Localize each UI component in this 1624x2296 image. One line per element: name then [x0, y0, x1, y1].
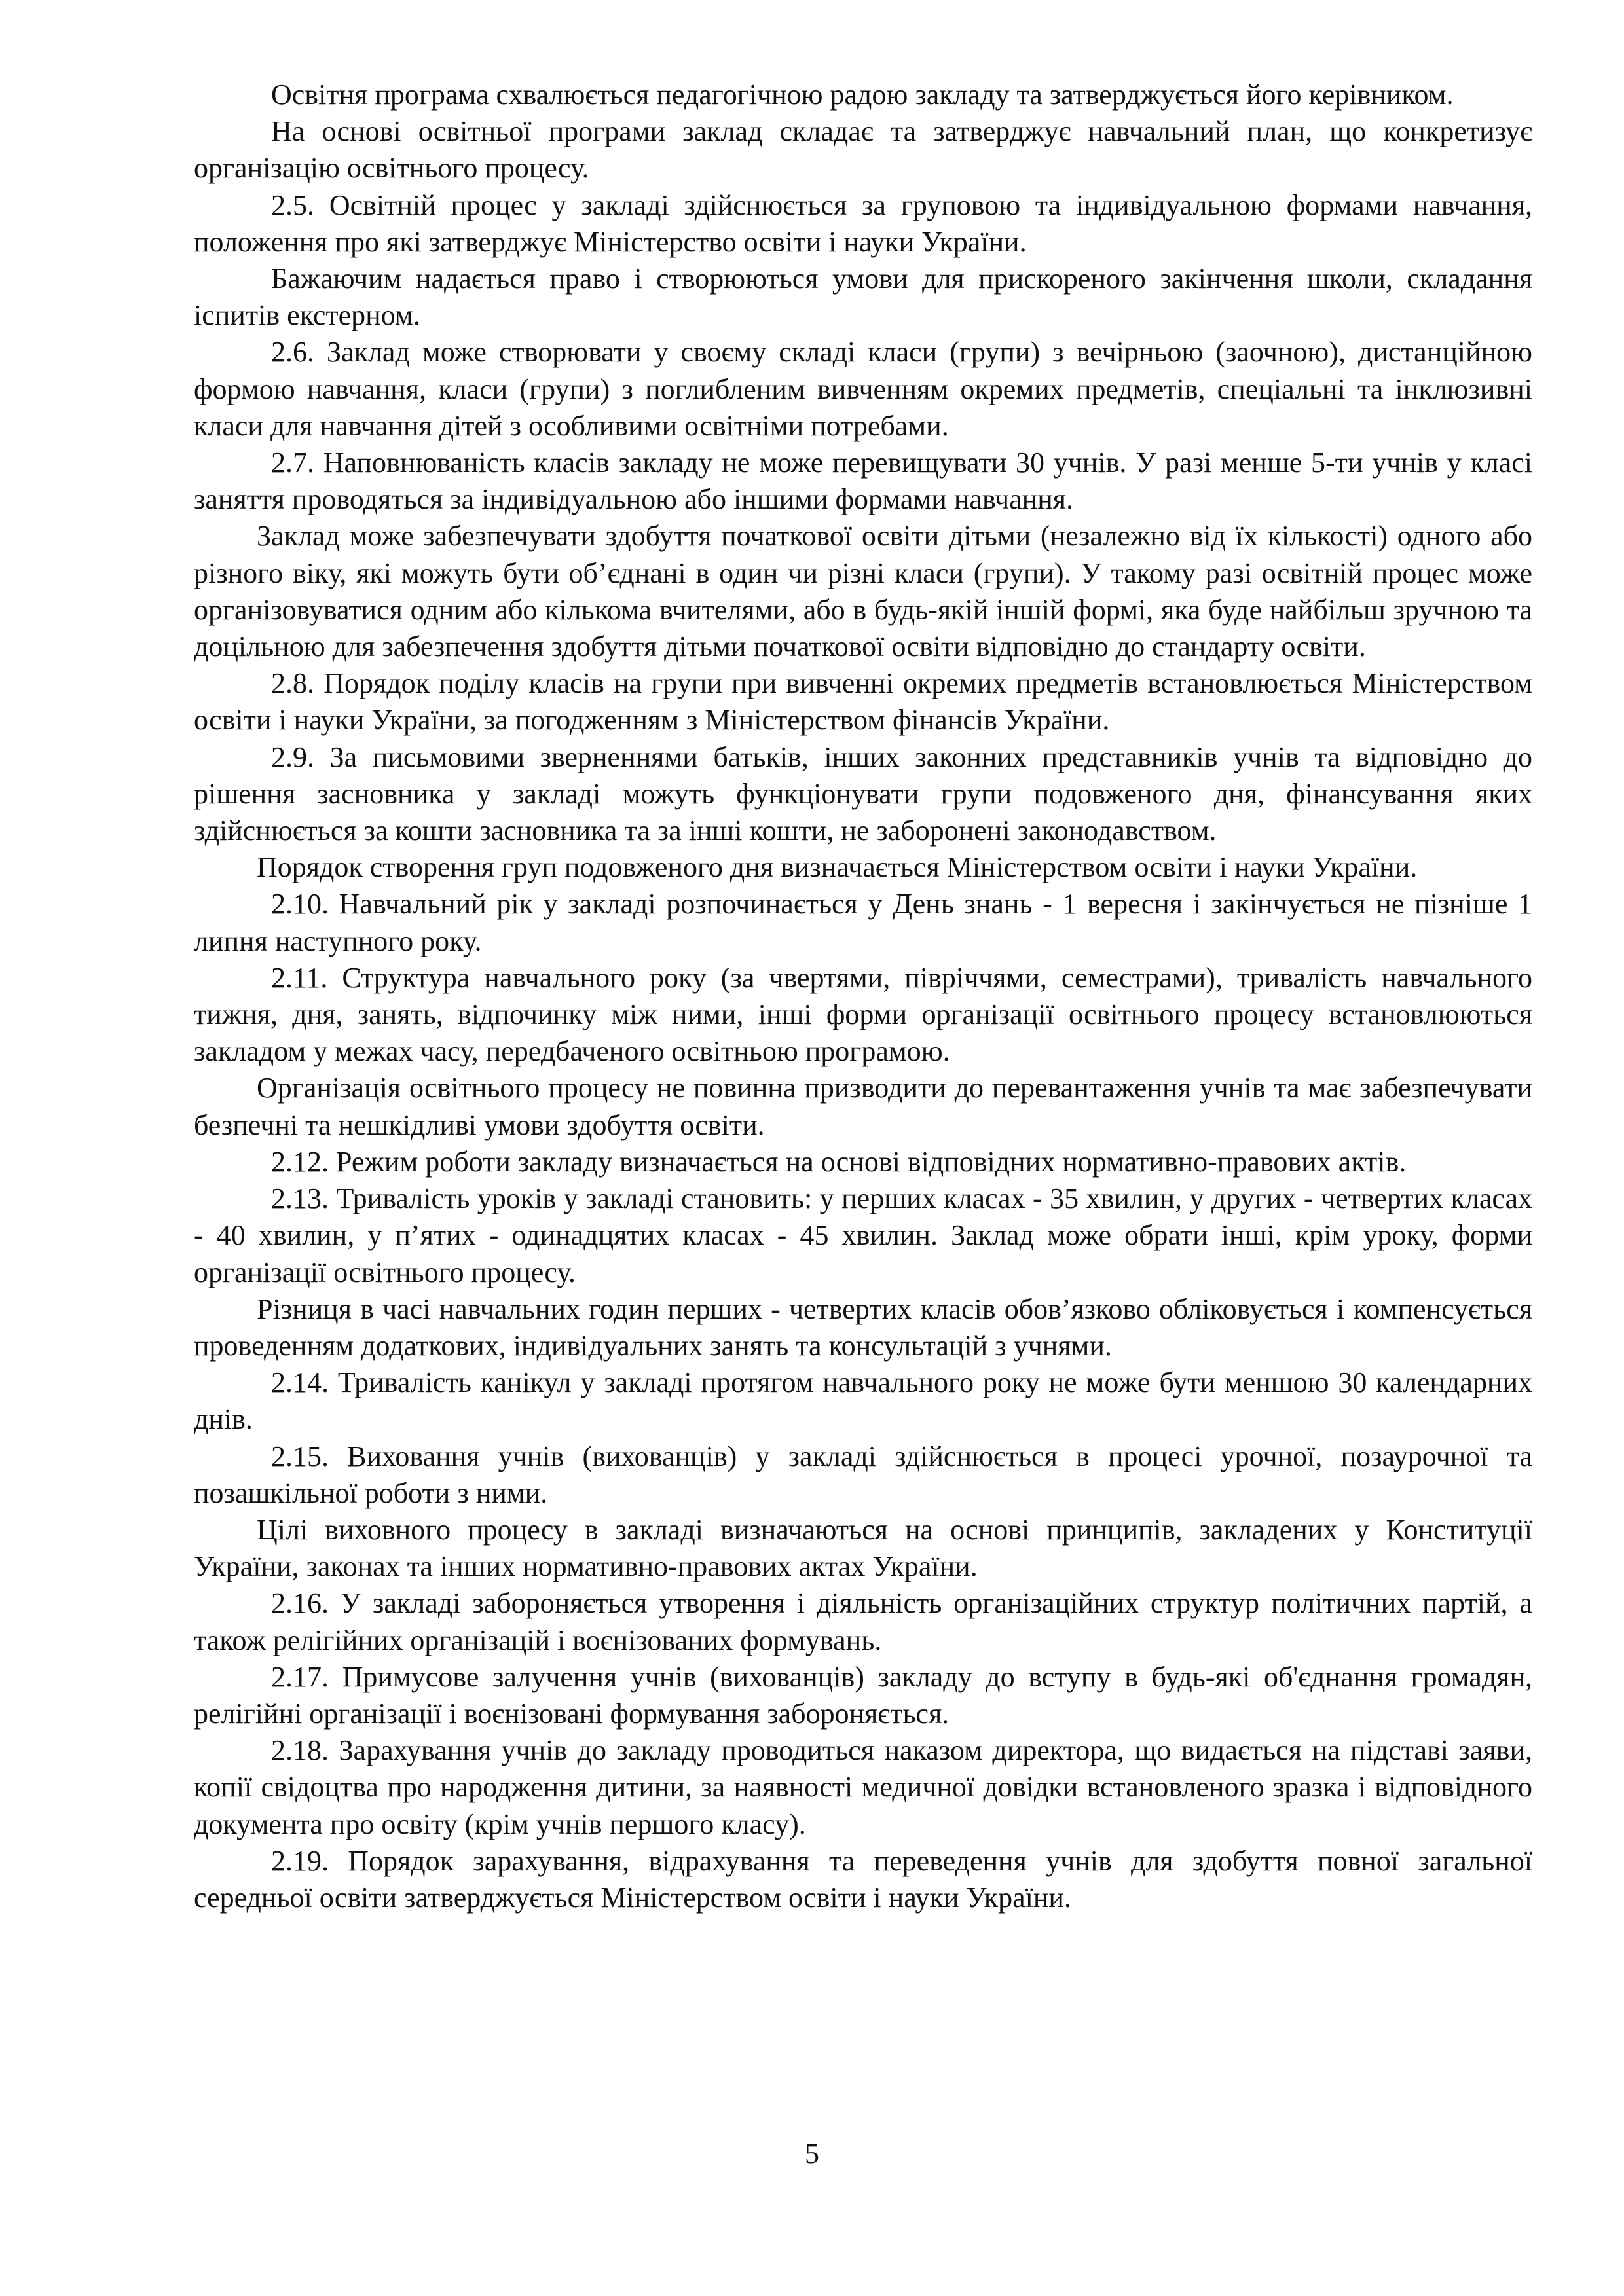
paragraph: 2.11. Структура навчального року (за чвертями, півріччями, семестрами), тривалість навчального тижня, дня, занять, відпочинку між ними, інші форми організації освітнього процесу встановлюються закладом у межах часу, передбаченого освітньою програмою. [194, 961, 1532, 1068]
paragraph: 2.13. Тривалість уроків у закладі становить: у перших класах - 35 хвилин, у других - четвертих класах - 40 хвилин, у п’ятих - одинадцятих класах - 45 хвилин. Заклад може обрати інші, крім уроку, форми організації освітнього процесу. [194, 1182, 1532, 1288]
document-body [194, 77, 1532, 1916]
paragraph: 2.14. Тривалість канікул у закладі протягом навчального року не може бути меншою 30 календарних днів. [194, 1366, 1532, 1436]
paragraph: Порядок створення груп подовженого дня визначається Міністерством освіти і науки України. [257, 851, 1418, 884]
paragraph: Освітня програма схвалюється педагогічною радою закладу та затверджується його керівником. [271, 79, 1454, 111]
paragraph: 2.17. Примусове залучення учнів (вихованців) закладу до вступу в будь-які об'єднання громадян, релігійні організації і воєнізовані формування забороняється. [194, 1660, 1532, 1730]
paragraph: 2.9. За письмовими зверненнями батьків, інших законних представників учнів та відповідно до рішення засновника у закладі можуть функціонувати групи подовженого дня, фінансування яких здійснюється за кошти засновника та за інші кошти, не заборонені законодавством. [194, 740, 1532, 847]
paragraph: Заклад може забезпечувати здобуття початкової освіти дітьми (незалежно від їх кількості) одного або різного віку, які можуть бути об’єднані в один чи різні класи (групи). У такому разі освітній процес може організовуватися одним або кількома вчителями, або в будь-якій іншій формі, яка буде найбільш зручною та доцільною для забезпечення здобуття дітьми початкової освіти відповідно до стандарту освіти. [194, 520, 1532, 663]
paragraph: 2.12. Режим роботи закладу визначається на основі відповідних нормативно-правових актів. [271, 1145, 1407, 1178]
paragraph: 2.8. Порядок поділу класів на групи при вивченні окремих предметів встановлюється Міністерством освіти і науки України, за погодженням з Міністерством фінансів України. [194, 667, 1532, 737]
paragraph: На основі освітньої програми заклад складає та затверджує навчальний план, що конкретизує організацію освітнього процесу. [194, 115, 1532, 185]
paragraph: 2.6. Заклад може створювати у своєму складі класи (групи) з вечірньою (заочною), дистанційною формою навчання, класи (групи) з поглибленим вивченням окремих предметів, спеціальні та інклюзивні класи для навчання дітей з особливими освітніми потребами. [194, 336, 1532, 442]
paragraph: Цілі виховного процесу в закладі визначаються на основі принципів, закладених у Конституції України, законах та інших нормативно-правових актах України. [194, 1513, 1532, 1583]
paragraph: Організація освітнього процесу не повинна призводити до перевантаження учнів та має забезпечувати безпечні та нешкідливі умови здобуття освіти. [194, 1072, 1532, 1141]
paragraph: Різниця в часі навчальних годин перших - четвертих класів обов’язково обліковується і компенсується проведенням додаткових, індивідуальних занять та консультацій з учнями. [194, 1292, 1532, 1362]
paragraph: 2.16. У закладі забороняється утворення і діяльність організаційних структур політичних партій, а також релігійних організацій і воєнізованих формувань. [194, 1587, 1532, 1656]
paragraph: 2.15. Виховання учнів (вихованців) у закладі здійснюється в процесі урочної, позаурочної та позашкільної роботи з ними. [194, 1440, 1532, 1509]
paragraph: 2.19. Порядок зарахування, відрахування та переведення учнів для здобуття повної загальної середньої освіти затверджується Міністерством освіти і науки України. [194, 1844, 1532, 1914]
paragraph: Бажаючим надається право і створюються умови для прискореного закінчення школи, складання іспитів екстерном. [194, 263, 1532, 332]
paragraph: 2.18. Зарахування учнів до закладу проводиться наказом директора, що видається на підставі заяви, копії свідоцтва про народження дитини, за наявності медичної довідки встановленого зразка і відповідного документа про освіту (крім учнів першого класу). [194, 1734, 1532, 1840]
paragraph: 2.7. Наповнюваність класів закладу не може перевищувати 30 учнів. У разі менше 5-ти учнів у класі заняття проводяться за індивідуальною або іншими формами навчання. [194, 446, 1532, 516]
page-number: 5 [805, 2138, 819, 2170]
paragraph: 2.5. Освітній процес у закладі здійснюється за груповою та індивідуальною формами навчання, положення про які затверджує Міністерство освіти і науки України. [194, 189, 1532, 258]
paragraph: 2.10. Навчальний рік у закладі розпочинається у День знань - 1 вересня і закінчується не пізніше 1 липня наступного року. [194, 888, 1532, 957]
